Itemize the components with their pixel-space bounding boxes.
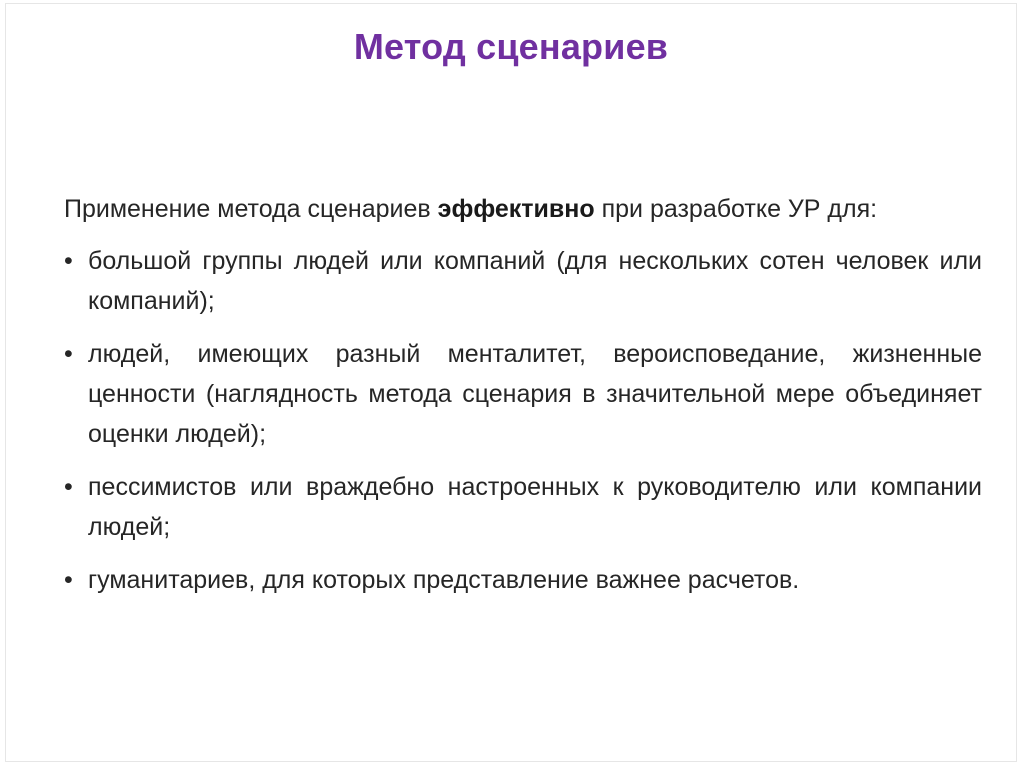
slide [5,3,1017,762]
bullet-text: большой группы людей или компаний (для нескольких сотен человек или компаний); [88,247,982,315]
bullet-text: людей, имеющих разный менталитет, вероисповедание, жизненные ценности (наглядность метода сценария в значительной мере объединяет оценки людей); [88,340,982,448]
bullet-marker: • [64,473,73,501]
bullet-marker: • [64,247,73,275]
bullet-item [64,467,982,547]
intro-text-end: при разработке УР для: [594,195,878,223]
bullet-item [64,334,982,454]
bullet-item [64,241,982,321]
intro-text-start: Применение метода сценариев [64,195,438,223]
slide-body [64,189,982,613]
slide-title: Метод сценариев [353,26,669,67]
bullet-text: пессимистов или враждебно настроенных к руководителю или компании людей; [88,473,982,541]
bullet-marker: • [64,566,73,594]
bullet-marker: • [64,340,73,368]
bullet-text: гуманитариев, для которых представление важнее расчетов. [88,566,800,594]
bullet-list [64,241,982,600]
intro-paragraph [64,189,982,229]
intro-emphasis: эффективно [437,195,595,223]
bullet-item [64,560,982,600]
